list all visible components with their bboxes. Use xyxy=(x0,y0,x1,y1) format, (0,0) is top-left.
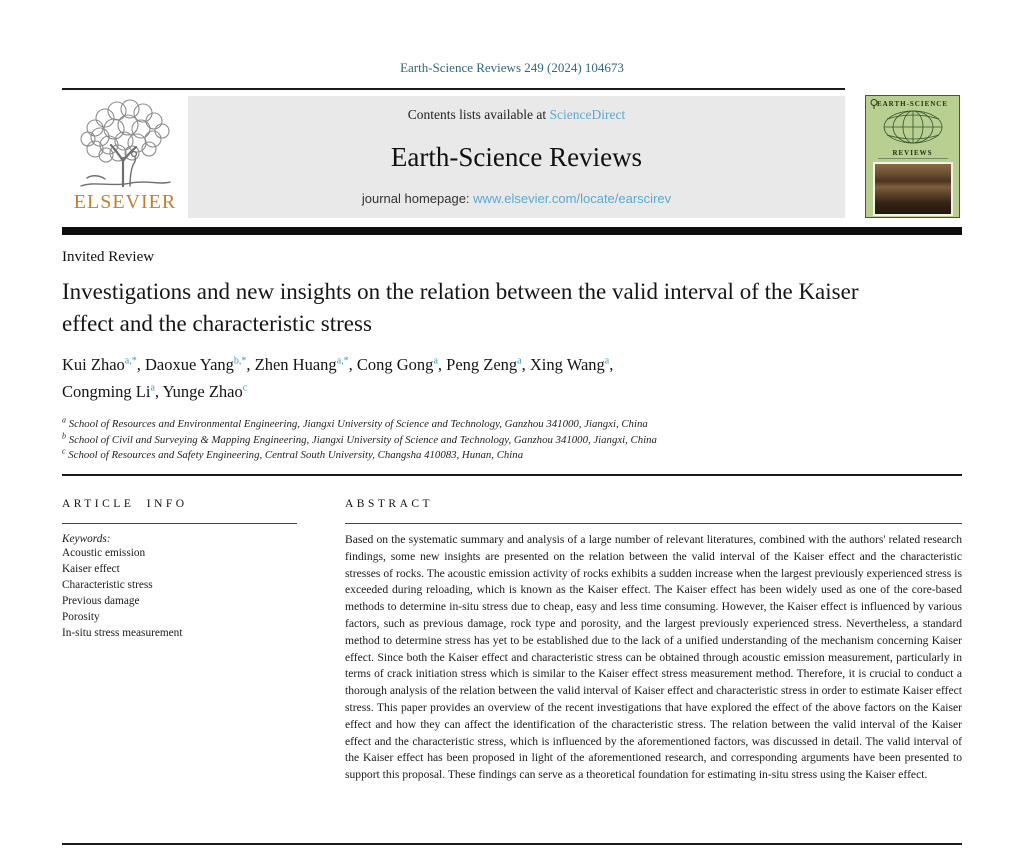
affiliation-superscript: a xyxy=(62,415,66,425)
abstract-rule xyxy=(345,523,962,524)
author-separator: , xyxy=(609,355,614,374)
cover-globe-icon xyxy=(882,109,944,145)
author-name: Peng Zeng xyxy=(446,355,518,374)
journal-banner xyxy=(62,96,845,218)
article-info-rule xyxy=(62,523,297,524)
author-separator: , xyxy=(154,381,160,401)
article-title: Investigations and new insights on the relation between the valid interval of the Kaiser effect and the characteristic stress xyxy=(62,279,859,336)
sciencedirect-link[interactable]: ScienceDirect xyxy=(549,107,626,122)
author-name: Congming Li xyxy=(62,381,151,401)
affiliation-superscript: c xyxy=(62,446,66,456)
elsevier-logo xyxy=(62,96,188,218)
author-name: Yunge Zhao xyxy=(162,381,243,401)
article-info-header: ARTICLE INFO xyxy=(62,498,188,510)
cover-title-bottom: REVIEWS xyxy=(892,149,933,157)
abstract-text: Based on the systematic summary and analysis of a large number of relevant literatures, combined with the authors' related research findings, some new insights are presented on the relation between the valid interval of the Kaiser effect and the characteristic stresses of rocks. The acoustic emission activity of rocks exhibits a sudden increase when the largest previously experienced stress is exceeded during reloading, which is known as the Kaiser effect. The Kaiser effect has been widely used as one of the core-based methods to determine in-situ stress due to cheap, easy and less time consuming. However, the Kaiser effect is influenced by various factors, such as previous damage, rock type and porosity, and the largest previously experienced stress. Nevertheless, a standard method to determine stress has yet to be established due to the lack of a unified understanding of the mechanism concerning Kaiser effect. Since both the Kaiser effect and characteristic stress can be obtained through acoustic emission measurement, particularly in terms of crack initiation stress which is similar to the Kaiser effect stress measurement method. Therefore, it is crucial to conduct a thorough analysis of the relation between the valid interval of Kaiser effect and characteristic stress in order to estimate Kaiser effect stress. This paper provides an overview of the recent investigations that have explored the effect of the above factors on the Kaiser effect and how they can affect the identification of the characteristic stress. The relation between the valid interval of the Kaiser effect and the characteristic stress, which is influenced by the aforementioned factors, was discussed in detail. The valid interval of the Kaiser effect has been proposed in light of the aforementioned research, and corresponding arguments have been presented to support this proposal. These findings can serve as a theoretical foundation for estimating in-situ stress using the Kaiser effect. xyxy=(345,533,962,782)
header-top-rule xyxy=(62,88,845,90)
author-superscript: c xyxy=(242,382,248,394)
author-superscript: a xyxy=(150,382,155,394)
banner-center-panel xyxy=(188,96,845,218)
author-superscript: a,* xyxy=(124,355,137,367)
page-bottom-rule xyxy=(62,843,962,845)
author-separator: , xyxy=(437,355,443,374)
abstract-section xyxy=(345,498,962,784)
author xyxy=(530,355,613,374)
homepage-link[interactable]: www.elsevier.com/locate/earscirev xyxy=(473,191,672,206)
author-superscript: a,* xyxy=(336,355,349,367)
author-name: Cong Gong xyxy=(356,355,434,374)
keyword-item: Previous damage xyxy=(62,595,140,607)
affiliation-item xyxy=(62,417,922,433)
cover-elsevier-mini-logo-icon xyxy=(870,99,878,109)
keyword-item: Porosity xyxy=(62,611,100,623)
cover-subtitle-line xyxy=(878,158,948,159)
homepage-line xyxy=(362,191,671,206)
elsevier-tree-icon xyxy=(73,98,177,190)
affiliation-item xyxy=(62,430,922,449)
affiliations xyxy=(62,417,922,464)
author-name: Kui Zhao xyxy=(62,355,125,374)
cover-title-top: EARTH-SCIENCE xyxy=(876,100,949,108)
author-superscript: a xyxy=(604,355,610,367)
author xyxy=(145,355,251,374)
affiliation-item xyxy=(62,448,922,464)
page-header-citation: Earth-Science Reviews 249 (2024) 104673 xyxy=(400,60,624,75)
keywords-label: Keywords: xyxy=(62,533,111,545)
homepage-prefix: journal homepage: xyxy=(361,191,474,206)
abstract-header: ABSTRACT xyxy=(345,498,434,510)
section-divider-rule xyxy=(62,474,962,476)
keyword-item: Characteristic stress xyxy=(62,579,153,591)
author xyxy=(62,355,141,374)
author-separator: , xyxy=(348,355,353,374)
elsevier-wordmark: ELSEVIER xyxy=(73,191,177,213)
affiliation-superscript: b xyxy=(62,430,66,440)
author xyxy=(163,382,248,401)
author-superscript: b,* xyxy=(233,355,247,367)
journal-title: Earth-Science Reviews xyxy=(390,141,643,172)
keyword-item: Acoustic emission xyxy=(62,547,146,559)
affiliation-text: School of Resources and Safety Engineering, Central South University, Changsha 410083, Hunan, China xyxy=(68,449,524,461)
contents-line xyxy=(408,107,625,123)
keyword-item: In-situ stress measurement xyxy=(62,627,183,639)
contents-prefix: Contents lists available at xyxy=(407,107,550,122)
header-black-bar xyxy=(62,227,962,235)
author-name: Daoxue Yang xyxy=(144,355,234,374)
keyword-item: Kaiser effect xyxy=(62,563,120,575)
author xyxy=(446,355,526,374)
author xyxy=(255,355,353,374)
affiliation-text: School of Resources and Environmental Engineering, Jiangxi University of Science and Technology, Ganzhou 341000, Jiangxi, China xyxy=(68,418,648,430)
author-name: Xing Wang xyxy=(529,355,605,374)
author xyxy=(62,382,159,401)
article-info-section xyxy=(62,498,297,641)
author-superscript: a xyxy=(517,355,522,367)
author-separator: , xyxy=(246,355,251,374)
author-superscript: a xyxy=(433,355,438,367)
author-name: Zhen Huang xyxy=(254,355,337,374)
cover-rock-photo xyxy=(873,162,953,216)
author-separator: , xyxy=(521,355,526,374)
author-separator: , xyxy=(136,355,141,374)
article-type-label: Invited Review xyxy=(62,249,155,265)
journal-cover-thumbnail[interactable] xyxy=(865,95,960,218)
affiliation-text: School of Civil and Surveying & Mapping Engineering, Jiangxi University of Science and Technology, Ganzhou 341000, Jiangxi, China xyxy=(68,433,657,446)
author xyxy=(357,355,442,374)
authors-line xyxy=(62,352,852,405)
